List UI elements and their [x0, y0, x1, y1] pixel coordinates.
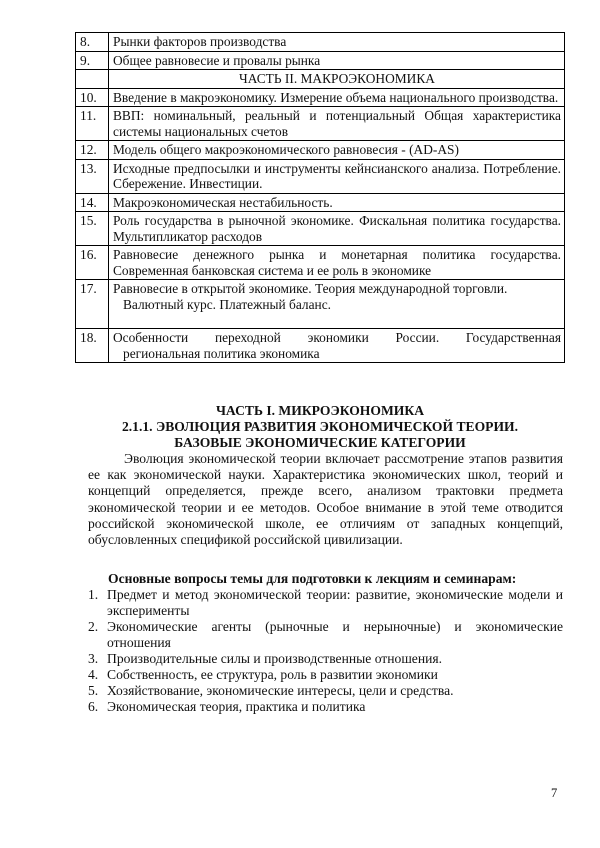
topic-title	[109, 280, 565, 329]
topic-number: 14.	[76, 193, 109, 212]
topic-title: Рынки факторов производства	[109, 33, 565, 52]
question-number: 5.	[88, 683, 99, 698]
table-row	[76, 212, 565, 246]
topic-title: Равновесие денежного рынка и монетарная политика государства. Современная банковская система и ее роль в экономике	[109, 246, 565, 280]
topic-number: 10.	[76, 88, 109, 107]
topic-number: 18.	[76, 329, 109, 363]
topic-title: Модель общего макроэкономического равновесия - (AD-AS)	[109, 141, 565, 160]
table-row	[76, 193, 565, 212]
table-row	[76, 51, 565, 70]
topic-title: Макроэкономическая нестабильность.	[109, 193, 565, 212]
question-number: 2.	[88, 619, 99, 634]
topic-title-line: региональная политика экономика	[123, 345, 320, 361]
chapter-title-line-1: 2.1.1. ЭВОЛЮЦИЯ РАЗВИТИЯ ЭКОНОМИЧЕСКОЙ ТЕОРИИ.	[121, 419, 519, 434]
section-headings	[75, 403, 565, 451]
topic-number: 12.	[76, 141, 109, 160]
question-number: 4.	[88, 667, 99, 682]
list-item	[88, 651, 563, 667]
table-row	[76, 107, 565, 141]
part-heading: ЧАСТЬ II. МАКРОЭКОНОМИКА	[109, 70, 565, 89]
intro-paragraph: Эволюция экономической теории включает рассмотрение этапов развития ее как экономической науки. Характеристика экономических школ, теорий и концепций определяется, прежде всего, анализом трактовки предмета экономической теории и ее методов. Особое внимание в этой теме отводится российской экономической школе, ее отличиям от западных концепций, обусловленных спецификой российской цивилизации.	[88, 451, 563, 548]
table-row	[76, 88, 565, 107]
topic-number: 9.	[76, 51, 109, 70]
topic-title: ВВП: номинальный, реальный и потенциальный Общая характеристика системы национальных счетов	[109, 107, 565, 141]
topic-number: 17.	[76, 280, 109, 329]
question-text: Экономическая теория, практика и политика	[107, 699, 366, 714]
topics-table	[75, 32, 565, 363]
chapter-title-line-2: БАЗОВЫЕ ЭКОНОМИЧЕСКИЕ КАТЕГОРИИ	[174, 435, 466, 450]
part-title: ЧАСТЬ I. МИКРОЭКОНОМИКА	[215, 403, 425, 418]
table-row	[76, 33, 565, 52]
table-row	[76, 141, 565, 160]
list-item	[88, 667, 563, 683]
question-number: 3.	[88, 651, 99, 666]
list-item	[88, 587, 563, 619]
table-row-part-heading	[76, 70, 565, 89]
question-number: 1.	[88, 587, 99, 602]
table-row	[76, 280, 565, 329]
topic-number: 8.	[76, 33, 109, 52]
topic-title-line: Равновесие в открытой экономике. Теория международной торговли.	[113, 281, 508, 296]
page-number: 7	[551, 786, 558, 800]
list-item	[88, 683, 563, 699]
topic-number: 11.	[76, 107, 109, 141]
question-text: Предмет и метод экономической теории: развитие, экономические модели и эксперименты	[107, 587, 563, 618]
question-number: 6.	[88, 699, 99, 714]
topic-title-line: Особенности переходной экономики России. Государственная	[113, 330, 561, 345]
topic-title	[109, 329, 565, 363]
topic-title: Введение в макроэкономику. Измерение объема национального производства.	[109, 88, 565, 107]
question-text: Хозяйствование, экономические интересы, цели и средства.	[107, 683, 454, 698]
topic-title-line: Валютный курс. Платежный баланс.	[123, 296, 332, 312]
question-text: Собственность, ее структура, роль в развитии экономики	[107, 667, 438, 682]
list-item	[88, 699, 563, 715]
question-text: Производительные силы и производственные отношения.	[107, 651, 443, 666]
topic-title: Исходные предпосылки и инструменты кейнсианского анализа. Потребление. Сбережение. Инвестиции.	[109, 159, 565, 193]
table-row	[76, 246, 565, 280]
table-row	[76, 159, 565, 193]
table-row	[76, 329, 565, 363]
topic-number: 16.	[76, 246, 109, 280]
questions-heading: Основные вопросы темы для подготовки к лекциям и семинарам:	[108, 571, 517, 586]
topic-title: Роль государства в рыночной экономике. Фискальная политика государства. Мультипликатор расходов	[109, 212, 565, 246]
question-text: Экономические агенты (рыночные и нерыночные) и экономические отношения	[107, 619, 563, 650]
questions-list	[88, 587, 563, 715]
topic-title: Общее равновесие и провалы рынка	[109, 51, 565, 70]
topic-number: 13.	[76, 159, 109, 193]
topic-number: 15.	[76, 212, 109, 246]
topic-number	[76, 70, 109, 89]
list-item	[88, 619, 563, 651]
